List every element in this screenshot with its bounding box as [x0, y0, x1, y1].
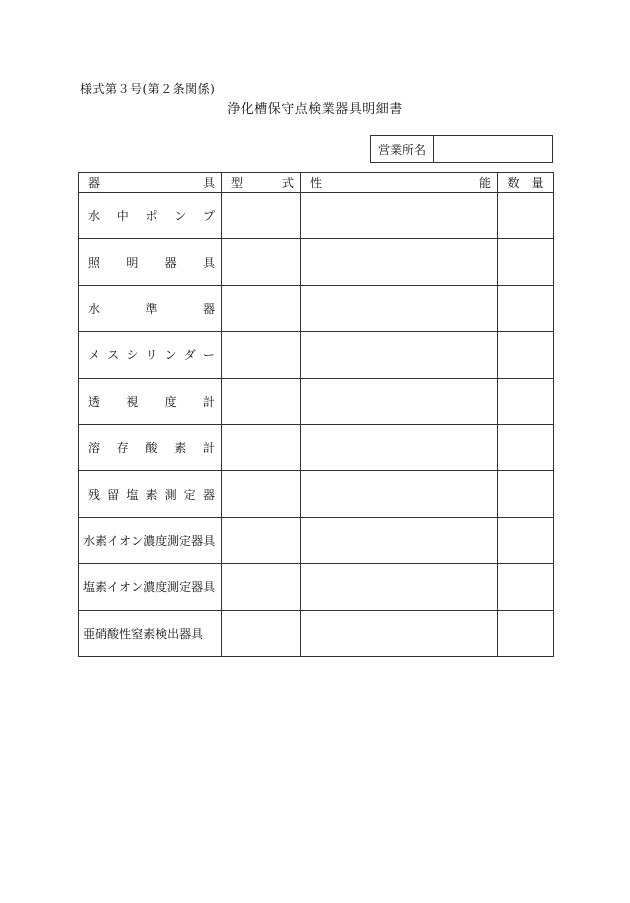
equipment-name-char: 存	[116, 441, 129, 456]
equipment-name-char: 窒	[131, 626, 144, 641]
table-row	[79, 239, 554, 285]
equipment-name-char: 水	[88, 209, 101, 224]
equipment-name-char: 明	[126, 255, 139, 270]
equipment-name-char: 度	[164, 394, 177, 409]
quantity-cell[interactable]	[498, 193, 554, 239]
equipment-name-char: ス	[107, 348, 120, 363]
equipment-name	[79, 286, 221, 331]
quantity-cell[interactable]	[498, 517, 554, 563]
header-equipment	[79, 173, 222, 193]
equipment-name-cell	[79, 239, 222, 285]
performance-cell[interactable]	[301, 239, 498, 285]
equipment-name-char: 検	[155, 626, 168, 641]
equipment-name-char: プ	[202, 209, 215, 224]
performance-cell[interactable]	[301, 424, 498, 470]
equipment-name-char: 測	[167, 533, 180, 548]
equipment-name-char: ポ	[145, 209, 158, 224]
quantity-cell[interactable]	[498, 564, 554, 610]
table-row	[79, 424, 554, 470]
equipment-name-char: 酸	[145, 441, 158, 456]
equipment-name-char: メ	[88, 348, 101, 363]
quantity-cell[interactable]	[498, 424, 554, 470]
equipment-name-char: 透	[88, 394, 101, 409]
equipment-name-char: 計	[202, 441, 215, 456]
equipment-name-char: 素	[95, 533, 108, 548]
equipment-name-char: 酸	[107, 626, 120, 641]
equipment-name	[79, 379, 221, 424]
office-name-label: 営業所名	[371, 136, 434, 163]
quantity-cell[interactable]	[498, 471, 554, 517]
performance-cell[interactable]	[301, 517, 498, 563]
model-cell[interactable]	[222, 424, 301, 470]
model-cell[interactable]	[222, 610, 301, 656]
equipment-name-cell	[79, 332, 222, 378]
model-cell[interactable]	[222, 285, 301, 331]
table-row	[79, 610, 554, 656]
equipment-name-char: 水	[88, 301, 101, 316]
equipment-name	[79, 239, 221, 284]
equipment-name-char: 具	[191, 626, 204, 641]
equipment-name-char: 性	[119, 626, 132, 641]
equipment-name-cell	[79, 193, 222, 239]
equipment-name-char: 具	[203, 533, 216, 548]
equipment-name-char: 濃	[143, 580, 156, 595]
office-name-field[interactable]	[434, 136, 553, 163]
model-cell[interactable]	[222, 517, 301, 563]
model-cell[interactable]	[222, 471, 301, 517]
equipment-name	[79, 193, 221, 238]
form-number: 様式第３号(第２条関係)	[80, 82, 216, 96]
performance-cell[interactable]	[301, 193, 498, 239]
table-row	[79, 332, 554, 378]
equipment-name-char: 塩	[126, 487, 139, 502]
equipment-name-char: 素	[95, 580, 108, 595]
equipment-name-char: 器	[202, 487, 215, 502]
equipment-name	[79, 425, 221, 470]
equipment-name-char: 塩	[83, 580, 96, 595]
equipment-name-cell	[79, 471, 222, 517]
equipment-name	[79, 471, 221, 516]
equipment-name-char: ン	[174, 209, 187, 224]
equipment-name-char: 素	[174, 441, 187, 456]
header-quantity-char-2: 量	[531, 176, 544, 190]
equipment-name-cell	[79, 285, 222, 331]
equipment-name-char: 中	[116, 209, 129, 224]
equipment-name-char: 視	[126, 394, 139, 409]
equipment-name-char: オ	[119, 580, 132, 595]
equipment-name-char: 照	[88, 255, 101, 270]
equipment-name-char: 溶	[88, 441, 101, 456]
header-performance-char-1: 性	[310, 176, 323, 190]
equipment-name-char: 計	[202, 394, 215, 409]
equipment-name-cell	[79, 424, 222, 470]
equipment-name-char: 準	[145, 301, 158, 316]
equipment-name-cell	[79, 517, 222, 563]
equipment-name-char: 具	[202, 255, 215, 270]
equipment-name-char: 測	[167, 580, 180, 595]
model-cell[interactable]	[222, 564, 301, 610]
equipment-name-char: 残	[88, 487, 101, 502]
model-cell[interactable]	[222, 378, 301, 424]
equipment-name-char: ン	[131, 580, 144, 595]
equipment-name-char: 具	[203, 580, 216, 595]
equipment-name-char: シ	[126, 348, 139, 363]
equipment-name-char: 器	[164, 255, 177, 270]
equipment-name	[79, 611, 221, 656]
quantity-cell[interactable]	[498, 378, 554, 424]
performance-cell[interactable]	[301, 285, 498, 331]
equipment-name-char: 水	[83, 533, 96, 548]
equipment-name-char: 器	[191, 533, 204, 548]
performance-cell[interactable]	[301, 564, 498, 610]
header-equipment-char-2: 具	[202, 176, 215, 190]
equipment-name-char: 器	[191, 580, 204, 595]
office-name-box	[370, 135, 553, 163]
equipment-name	[79, 332, 221, 377]
header-equipment-char-1: 器	[88, 176, 101, 190]
document-title: 浄化槽保守点検業器具明細書	[227, 102, 403, 117]
model-cell[interactable]	[222, 193, 301, 239]
quantity-cell[interactable]	[498, 285, 554, 331]
performance-cell[interactable]	[301, 610, 498, 656]
equipment-name-char: 素	[145, 487, 158, 502]
header-model	[222, 173, 301, 193]
equipment-name-char: 留	[107, 487, 120, 502]
performance-cell[interactable]	[301, 378, 498, 424]
equipment-name-char: 亜	[83, 626, 96, 641]
equipment-name-cell	[79, 564, 222, 610]
quantity-cell[interactable]	[498, 239, 554, 285]
table-row	[79, 517, 554, 563]
model-cell[interactable]	[222, 332, 301, 378]
header-quantity	[498, 173, 554, 193]
equipment-name-char: オ	[119, 533, 132, 548]
equipment-table	[78, 172, 554, 657]
model-cell[interactable]	[222, 239, 301, 285]
equipment-name-char: 器	[202, 301, 215, 316]
equipment-name-cell	[79, 610, 222, 656]
equipment-name-char: ン	[131, 533, 144, 548]
performance-cell[interactable]	[301, 332, 498, 378]
equipment-name-char: 定	[179, 533, 192, 548]
quantity-cell[interactable]	[498, 332, 554, 378]
equipment-name	[79, 518, 221, 563]
equipment-name-char: 素	[143, 626, 156, 641]
header-model-char-1: 型	[231, 176, 244, 190]
equipment-name-cell	[79, 378, 222, 424]
table-row	[79, 564, 554, 610]
equipment-name-char: ー	[202, 348, 215, 363]
equipment-name-char: ダ	[183, 348, 196, 363]
equipment-name-char: 定	[179, 580, 192, 595]
equipment-name-char: 度	[155, 580, 168, 595]
table-row	[79, 471, 554, 517]
header-performance	[301, 173, 498, 193]
equipment-name-char: イ	[107, 580, 120, 595]
header-model-char-2: 式	[281, 176, 294, 190]
equipment-name-char: 濃	[143, 533, 156, 548]
equipment-name-char: ン	[164, 348, 177, 363]
equipment-name-char: 度	[155, 533, 168, 548]
equipment-name-char: 硝	[95, 626, 108, 641]
table-row	[79, 193, 554, 239]
table-row	[79, 285, 554, 331]
header-quantity-char-1: 数	[507, 176, 520, 190]
performance-cell[interactable]	[301, 471, 498, 517]
equipment-name-char: 定	[183, 487, 196, 502]
equipment-name-char: リ	[145, 348, 158, 363]
quantity-cell[interactable]	[498, 610, 554, 656]
equipment-name-char: 測	[164, 487, 177, 502]
table-header-row	[79, 173, 554, 193]
equipment-name-char: 出	[167, 626, 180, 641]
equipment-name-char: 器	[179, 626, 192, 641]
equipment-name	[79, 564, 221, 609]
table-row	[79, 378, 554, 424]
equipment-name-char: イ	[107, 533, 120, 548]
header-performance-char-2: 能	[478, 176, 491, 190]
